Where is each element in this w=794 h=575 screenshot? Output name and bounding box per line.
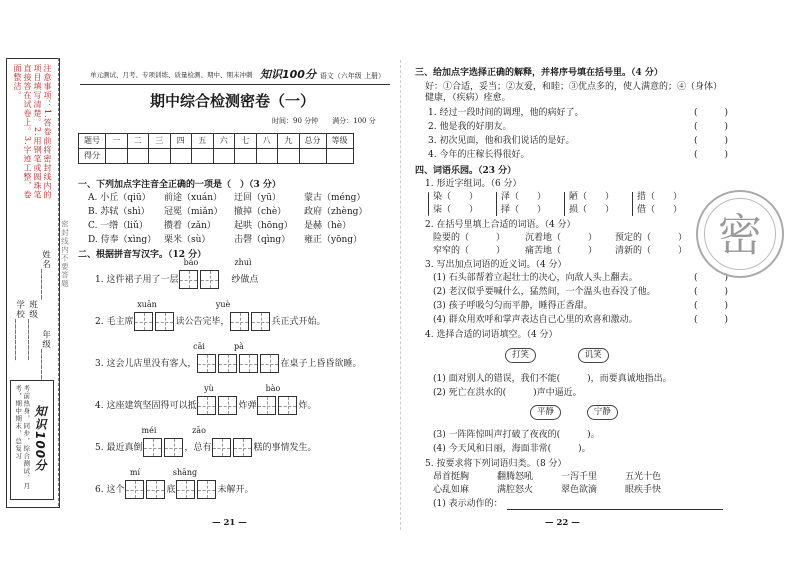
q4-s3-item: (4) 群众用欢呼和掌声表达自己心里的欢喜和激动。 ( ): [433, 315, 728, 325]
time-info: 时间：90 分钟 满分：100 分: [272, 117, 376, 125]
q1-row-d: D. 侍奉（xìng） 栗米（sù） 击磬（qìng） 雍正（yōng）: [88, 235, 363, 245]
q2-item-5: méi zāo 5. 最近真倒 ，总有 糕的事情发生。: [95, 426, 316, 457]
q4-s3-items: [433, 273, 728, 329]
q1-row-a: A. 小丘（qiū） 前途（xuán） 迂回（yū） 蒙古（méng）: [88, 193, 366, 203]
q2-item-4: yù bào 4. 这座建筑坚固得可以抵 炸弹 炸。: [95, 384, 316, 415]
q4-s3-title: 3. 写出加点词语的近义词。（4 分）: [425, 260, 567, 270]
q4-s3-item: (2) 老汉似乎要喊什么，猛然间，一个温头也吞没了他。 ( ): [433, 287, 728, 297]
brand-mark: [260, 68, 385, 82]
q4-s1-title: 1. 形近字组词。（6 分）: [425, 179, 522, 189]
q4-s2-title: 2. 在括号里填上合适的词语。（4 分）: [425, 220, 576, 230]
field-class: 班级________: [27, 300, 38, 361]
page-number-left: — 21 —: [212, 518, 247, 528]
q1-row-b: B. 苏轼（shì） 冠冕（miǎn） 撤掉（chè） 政府（zhèng）: [88, 207, 368, 217]
q2-item-3: cāi pà 3. 这会儿店里没有客人， 在桌子上昏昏欲睡。: [95, 342, 361, 373]
header-blurb: 单元测试、月考、专项训练、质量检测、期中、期末冲刺: [90, 71, 253, 79]
score-value-row: 得分: [79, 149, 354, 164]
score-header-row: 题号 一 二 三 四 五 六 七 八 九 总分 等级: [79, 134, 354, 149]
q3-item: 3. 初次见面，他和我们说话的是好。 ( ): [428, 136, 728, 146]
q4-s4-items-2: (3) 一阵阵惊叫声打破了夜夜的( )。 (4) 今天风和日丽，海面非常( )。: [433, 430, 600, 454]
q4-s5-q1: (1) 表示动作的：: [433, 499, 723, 510]
field-name: 姓名______: [40, 250, 51, 301]
q4-s5-title: 5. 按要求将下列词语归类。（8 分）: [425, 459, 567, 469]
q2-item-2: xuān yuè 2. 毛主席 读公告完毕， 兵正式开始。: [95, 300, 325, 331]
header-rule: [80, 84, 390, 85]
brand-blurb: 考前热身，同步，综合测试、月考，期中期末，总复习: [14, 385, 31, 490]
q3-item: 2. 他是我的好朋友。 ( ): [428, 122, 728, 132]
word-cloud-item: 打笑: [505, 348, 536, 363]
field-school: 学校________: [14, 300, 25, 361]
field-grade: 年级______: [40, 330, 51, 381]
page-number-right: — 22 —: [545, 518, 580, 528]
q4-s4-items-1: (1) 面对别人的错误，我们不能( )，而要真诚地指出。 (2) 死亡在洪水的( )声中逼近。: [433, 374, 672, 398]
seal-line: [58, 58, 59, 506]
answer-line[interactable]: [507, 499, 723, 510]
q4-title: 四、词语乐园。（23 分）: [415, 166, 517, 176]
word-cloud-item: 平静: [530, 405, 561, 420]
center-fold: [400, 60, 401, 530]
page-title: 期中综合检测密卷（一）: [150, 92, 316, 110]
secret-seal: [696, 190, 784, 278]
instructions-text: 注意事项：1.答卷前将密封线内的项目填写清楚。2.用钢笔或圆珠笔直接答在试卷上。3.字迹工整，卷面整洁。: [13, 64, 52, 200]
q2-item-1: báo zhuì 1. 这件裙子用了一层 纱做点: [95, 258, 258, 289]
q3-item: 1. 经过一段时间的调理，他的病好了。 ( ): [428, 108, 728, 118]
q1-options: [88, 193, 388, 249]
seal-char: 密: [718, 210, 762, 261]
subject-label: 语文（六年级 上册）: [319, 72, 386, 80]
q3-item: 4. 今年的庄稼长得很好。 ( ): [428, 150, 728, 160]
brand-logo: 知识100分: [33, 405, 47, 473]
q3-items: [428, 108, 728, 164]
q3-desc: 好：①合适，妥当；②友爱，和睦；③优点多的，使人满意的；④（身体）健康，（疾病）痊愈。: [425, 82, 723, 104]
word-cloud-1: [505, 348, 609, 363]
word-cloud-item: 宁静: [587, 405, 618, 420]
q4-s2-grid: 险要的（ ） 沉着地（ ） 预定的（ ） 窄窄的（ ） 痛苦地（ ） 清新的（ ）: [433, 233, 688, 256]
brand-logo-top: 知识100分: [260, 68, 316, 81]
q4-s3-item: (1) 石头部帮着立起壮士的决心，向敌人头上翻去。 ( ): [433, 273, 728, 283]
q1-title: 一、下列加点字注音全正确的一项是（ ）（3 分）: [78, 180, 281, 190]
seal-notice: 密封线内不要答题: [60, 220, 70, 288]
q4-s5-grid: 昂首挺胸 翻腾怒吼 一泻千里 五光十色 心乱如麻 满腔怒火 翠色欲滴 眼疾手快: [433, 472, 662, 495]
q4-s3-item: (3) 孩子呼吸匀匀而平静，睡得正香甜。 ( ): [433, 301, 728, 311]
q2-title: 二、根据拼音写汉字。（12 分）: [78, 250, 207, 260]
q1-row-c: C. 一绺（liǔ） 攒着（zǎn） 起哄（hōng） 是赫（hè）: [88, 221, 352, 231]
q4-s1-grid: 染（ ） 泽（ ） 陋（ ） 措（ ） 柒（ ） 择（ ） 损（ ） 借（ ）: [433, 192, 683, 215]
q2-item-6: mí shāng 6. 这个 底 未解开。: [95, 468, 253, 499]
q4-s4-title: 4. 选择合适的词语填空。（4 分）: [425, 330, 558, 340]
word-cloud-2: [530, 405, 618, 420]
word-cloud-item: 讥笑: [578, 348, 609, 363]
q3-title: 三、给加点字选择正确的解释，并将序号填在括号里。（4 分）: [415, 68, 663, 78]
score-table: [78, 133, 354, 164]
